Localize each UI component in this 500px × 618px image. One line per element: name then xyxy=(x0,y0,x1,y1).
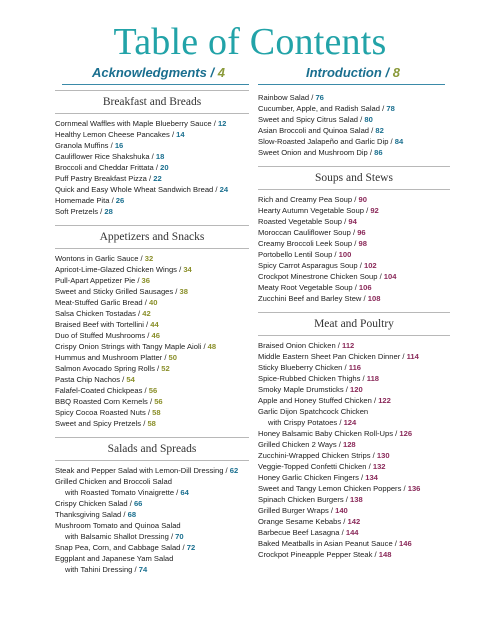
entry-title: Eggplant and Japanese Yam Salad xyxy=(55,554,174,563)
entry-title: BBQ Roasted Corn Kernels xyxy=(55,397,148,406)
entry-page: 26 xyxy=(115,196,125,205)
entry-page: 46 xyxy=(151,331,160,340)
toc-entry[interactable]: Duo of Stuffed Mushrooms / 46 xyxy=(55,331,160,340)
toc-entry[interactable]: Apple and Honey Stuffed Chicken / 122 xyxy=(258,396,391,405)
entry-title: Grilled Chicken 2 Ways xyxy=(258,440,337,449)
entry-page: 32 xyxy=(144,254,154,263)
entry-title: Rainbow Salad xyxy=(258,93,310,102)
toc-entry[interactable]: Sweet and Spicy Citrus Salad / 80 xyxy=(258,115,373,124)
entry-title: Hummus and Mushroom Platter xyxy=(55,353,163,362)
toc-entry[interactable]: Spicy Carrot Asparagus Soup / 102 xyxy=(258,261,377,270)
toc-entry[interactable]: Asian Broccoli and Quinoa Salad / 82 xyxy=(258,126,384,135)
toc-entry[interactable]: Barbecue Beef Lasagna / 144 xyxy=(258,528,359,537)
entry-page: 74 xyxy=(138,565,148,574)
entry-page: 104 xyxy=(383,272,397,281)
toc-entry[interactable]: Hearty Autumn Vegetable Soup / 92 xyxy=(258,206,379,215)
entry-subtitle: with Crispy Potatoes xyxy=(268,418,338,427)
entry-page: 146 xyxy=(399,539,412,548)
left-column xyxy=(55,90,249,575)
toc-entry[interactable]: Crockpot Minestrone Chicken Soup / 104 xyxy=(258,272,397,281)
toc-entry[interactable] xyxy=(55,476,249,487)
section-heading: Soups and Stews xyxy=(258,166,450,190)
entry-title: Cauliflower Rice Shakshuka xyxy=(55,152,150,161)
entry-title: Sweet and Spicy Citrus Salad xyxy=(258,115,359,124)
entry-title: Wontons in Garlic Sauce xyxy=(55,254,139,263)
entry-title: Snap Pea, Corn, and Cabbage Salad xyxy=(55,543,181,552)
introduction-label: Introduction xyxy=(306,65,382,80)
toc-entry[interactable]: Sweet Onion and Mushroom Dip / 86 xyxy=(258,148,383,157)
entry-page: 86 xyxy=(374,148,383,157)
entry-page: 124 xyxy=(343,418,357,427)
entry-page: 40 xyxy=(149,298,158,307)
entry-title: Grilled Burger Wraps xyxy=(258,506,329,515)
entry-page: 28 xyxy=(104,207,113,216)
entry-subtitle: with Roasted Tomato Vinaigrette xyxy=(65,488,175,497)
entry-page: 92 xyxy=(370,206,379,215)
entry-title: Apricot-Lime-Glazed Chicken Wings xyxy=(55,265,177,274)
entry-page: 66 xyxy=(133,499,143,508)
toc-entry[interactable]: Orange Sesame Kebabs / 142 xyxy=(258,517,361,526)
toc-entry[interactable]: Snap Pea, Corn, and Cabbage Salad / 72 xyxy=(55,543,196,552)
toc-entry[interactable]: Crispy Onion Strings with Tangy Maple Aioli / 48 xyxy=(55,342,217,351)
entry-title: Salmon Avocado Spring Rolls xyxy=(55,364,155,373)
entry-title: Pasta Chip Nachos xyxy=(55,375,121,384)
toc-entry[interactable]: Spinach Chicken Burgers / 138 xyxy=(258,495,363,504)
entry-title: Smoky Maple Drumsticks xyxy=(258,385,344,394)
entry-page: 116 xyxy=(348,363,362,372)
entry-page: 106 xyxy=(358,283,372,292)
entry-title: Spice-Rubbed Chicken Thighs xyxy=(258,374,361,383)
section-heading: Meat and Poultry xyxy=(258,312,450,336)
section-heading: Breakfast and Breads xyxy=(55,90,249,114)
entry-page: 90 xyxy=(358,195,367,204)
toc-entry[interactable]: Spicy Cocoa Roasted Nuts / 58 xyxy=(55,408,161,417)
entry-page: 98 xyxy=(358,239,367,248)
entry-title: Quick and Easy Whole Wheat Sandwich Bread xyxy=(55,185,214,194)
toc-entry[interactable]: Meat-Stuffed Garlic Bread / 40 xyxy=(55,298,158,307)
toc-entry[interactable] xyxy=(55,553,249,564)
entry-page: 96 xyxy=(357,228,366,237)
toc-entry-continued[interactable]: with Roasted Tomato Vinaigrette / 64 xyxy=(65,488,189,497)
entry-page: 68 xyxy=(127,510,137,519)
entry-page: 54 xyxy=(126,375,135,384)
introduction-link[interactable]: Introduction / 8 xyxy=(306,65,400,80)
entry-page: 132 xyxy=(372,462,386,471)
entry-page: 78 xyxy=(386,104,395,113)
entry-page: 56 xyxy=(148,386,158,395)
acknowledgments-link[interactable]: Acknowledgments / 4 xyxy=(92,65,225,80)
toc-entry[interactable]: Grilled Burger Wraps / 140 xyxy=(258,506,348,515)
entry-page: 120 xyxy=(350,385,363,394)
entry-title: Honey Garlic Chicken Fingers xyxy=(258,473,359,482)
entry-title: Apple and Honey Stuffed Chicken xyxy=(258,396,372,405)
introduction-page: 8 xyxy=(392,65,400,80)
entry-title: Spinach Chicken Burgers xyxy=(258,495,344,504)
entry-page: 38 xyxy=(179,287,188,296)
entry-title: Grilled Chicken and Broccoli Salad xyxy=(55,477,172,486)
entry-title: Soft Pretzels xyxy=(55,207,99,216)
section-heading: Salads and Spreads xyxy=(55,437,249,461)
toc-entry[interactable]: Salmon Avocado Spring Rolls / 52 xyxy=(55,364,170,373)
entry-title: Steak and Pepper Salad with Lemon-Dill Dressing xyxy=(55,466,224,475)
toc-entry[interactable]: Broccoli and Cheddar Frittata / 20 xyxy=(55,163,169,172)
toc-entry[interactable]: Pasta Chip Nachos / 54 xyxy=(55,375,135,384)
entry-page: 64 xyxy=(180,488,189,497)
toc-entry[interactable]: BBQ Roasted Corn Kernels / 56 xyxy=(55,397,163,406)
toc-entry[interactable]: Cauliflower Rice Shakshuka / 18 xyxy=(55,152,165,161)
entry-page: 18 xyxy=(155,152,165,161)
entry-title: Homemade Pita xyxy=(55,196,110,205)
entry-title: Spicy Carrot Asparagus Soup xyxy=(258,261,358,270)
toc-entry[interactable]: Steak and Pepper Salad with Lemon-Dill Dressing / 62 xyxy=(55,466,239,475)
toc-entry[interactable]: Thanksgiving Salad / 68 xyxy=(55,510,137,519)
toc-entry[interactable]: Sweet and Tangy Lemon Chicken Poppers / 136 xyxy=(258,484,421,493)
entry-title: Cucumber, Apple, and Radish Salad xyxy=(258,104,380,113)
entry-page: 82 xyxy=(375,126,384,135)
entry-page: 140 xyxy=(335,506,348,515)
toc-entry[interactable]: Hummus and Mushroom Platter / 50 xyxy=(55,353,177,362)
entry-page: 136 xyxy=(407,484,421,493)
entry-page: 138 xyxy=(350,495,363,504)
toc-entry[interactable] xyxy=(55,520,249,531)
toc-entry[interactable]: Braised Onion Chicken / 112 xyxy=(258,341,355,350)
entry-page: 130 xyxy=(376,451,390,460)
entry-title: Crockpot Pineapple Pepper Steak xyxy=(258,550,373,559)
toc-entry[interactable]: Soft Pretzels / 28 xyxy=(55,207,113,216)
toc-entry[interactable]: Wontons in Garlic Sauce / 32 xyxy=(55,254,154,263)
entry-title: Mushroom Tomato and Quinoa Salad xyxy=(55,521,181,530)
entry-title: Creamy Broccoli Leek Soup xyxy=(258,239,353,248)
entry-page: 94 xyxy=(348,217,357,226)
toc-entry-continued[interactable]: with Crispy Potatoes / 124 xyxy=(268,418,357,427)
toc-entry[interactable]: Homemade Pita / 26 xyxy=(55,196,125,205)
entry-title: Slow-Roasted Jalapeño and Garlic Dip xyxy=(258,137,389,146)
toc-entry[interactable]: Sticky Blueberry Chicken / 116 xyxy=(258,363,362,372)
entry-page: 108 xyxy=(367,294,381,303)
toc-entry[interactable]: Rich and Creamy Pea Soup / 90 xyxy=(258,195,367,204)
toc-entry[interactable]: Falafel-Coated Chickpeas / 56 xyxy=(55,386,158,395)
section-salads xyxy=(55,437,249,575)
entry-title: Meaty Root Vegetable Soup xyxy=(258,283,353,292)
toc-entry[interactable]: Honey Balsamic Baby Chicken Roll-Ups / 126 xyxy=(258,429,413,438)
acknowledgments-page: 4 xyxy=(217,65,225,80)
entry-page: 44 xyxy=(150,320,159,329)
entry-title: Barbecue Beef Lasagna xyxy=(258,528,340,537)
toc-entry[interactable]: Spice-Rubbed Chicken Thighs / 118 xyxy=(258,374,380,383)
toc-entry[interactable]: Roasted Vegetable Soup / 94 xyxy=(258,217,357,226)
entry-page: 34 xyxy=(183,265,192,274)
section-soups xyxy=(258,166,450,304)
entry-page: 142 xyxy=(347,517,361,526)
entry-title: Zucchini Beef and Barley Stew xyxy=(258,294,362,303)
entry-page: 58 xyxy=(147,419,156,428)
entry-page: 112 xyxy=(342,341,355,350)
toc-entry[interactable]: Meaty Root Vegetable Soup / 106 xyxy=(258,283,372,292)
section-breakfast xyxy=(55,90,249,217)
entry-title: Sweet Onion and Mushroom Dip xyxy=(258,148,368,157)
entry-title: Crispy Onion Strings with Tangy Maple Aioli xyxy=(55,342,202,351)
entry-page: 16 xyxy=(114,141,124,150)
toc-entry[interactable]: Sweet and Spicy Pretzels / 58 xyxy=(55,419,156,428)
acknowledgments-label: Acknowledgments xyxy=(92,65,207,80)
entry-title: Moroccan Cauliflower Soup xyxy=(258,228,351,237)
entry-title: Granola Muffins xyxy=(55,141,109,150)
entry-page: 126 xyxy=(399,429,413,438)
entry-title: Puff Pastry Breakfast Pizza xyxy=(55,174,147,183)
entry-page: 122 xyxy=(378,396,391,405)
toc-entry[interactable]: Braised Beef with Tortellini / 44 xyxy=(55,320,159,329)
entry-title: Spicy Cocoa Roasted Nuts xyxy=(55,408,146,417)
entry-title: Crockpot Minestrone Chicken Soup xyxy=(258,272,378,281)
toc-entry[interactable]: Zucchini-Wrapped Chicken Strips / 130 xyxy=(258,451,390,460)
entry-title: Portobello Lentil Soup xyxy=(258,250,333,259)
entry-page: 148 xyxy=(378,550,392,559)
toc-entry[interactable]: Smoky Maple Drumsticks / 120 xyxy=(258,385,363,394)
entry-title: Garlic Dijon Spatchcock Chicken xyxy=(258,407,369,416)
toc-entry[interactable]: Crockpot Pineapple Pepper Steak / 148 xyxy=(258,550,392,559)
entry-title: Hearty Autumn Vegetable Soup xyxy=(258,206,364,215)
entry-title: Healthy Lemon Cheese Pancakes xyxy=(55,130,170,139)
section-heading: Appetizers and Snacks xyxy=(55,225,249,249)
entry-page: 50 xyxy=(168,353,177,362)
entry-page: 100 xyxy=(338,250,352,259)
toc-entry[interactable]: Apricot-Lime-Glazed Chicken Wings / 34 xyxy=(55,265,192,274)
divider-right xyxy=(258,84,445,85)
toc-entry[interactable]: Pull-Apart Appetizer Pie / 36 xyxy=(55,276,150,285)
entry-page: 72 xyxy=(186,543,196,552)
entry-title: Middle Eastern Sheet Pan Chicken Dinner xyxy=(258,352,401,361)
entry-page: 128 xyxy=(342,440,356,449)
entry-page: 36 xyxy=(141,276,150,285)
toc-entry[interactable]: Slow-Roasted Jalapeño and Garlic Dip / 84 xyxy=(258,137,404,146)
entry-title: Meat-Stuffed Garlic Bread xyxy=(55,298,143,307)
entry-title: Falafel-Coated Chickpeas xyxy=(55,386,143,395)
toc-entry[interactable]: Cucumber, Apple, and Radish Salad / 78 xyxy=(258,104,395,113)
section-meat xyxy=(258,312,450,560)
toc-entry[interactable] xyxy=(258,406,450,417)
entry-title: Zucchini-Wrapped Chicken Strips xyxy=(258,451,371,460)
entry-page: 56 xyxy=(154,397,163,406)
toc-entry[interactable]: Cornmeal Waffles with Maple Blueberry Sauce / 12 xyxy=(55,119,227,128)
toc-entry[interactable]: Zucchini Beef and Barley Stew / 108 xyxy=(258,294,381,303)
entry-title: Honey Balsamic Baby Chicken Roll-Ups xyxy=(258,429,394,438)
entry-page: 76 xyxy=(315,93,324,102)
entry-page: 102 xyxy=(363,261,377,270)
toc-entry[interactable]: Creamy Broccoli Leek Soup / 98 xyxy=(258,239,367,248)
entry-page: 22 xyxy=(153,174,162,183)
entry-page: 42 xyxy=(142,309,151,318)
entry-subtitle: with Tahini Dressing xyxy=(65,565,133,574)
entry-page: 12 xyxy=(217,119,227,128)
entry-title: Cornmeal Waffles with Maple Blueberry Sauce xyxy=(55,119,212,128)
toc-entry[interactable]: Baked Meatballs in Asian Peanut Sauce / 146 xyxy=(258,539,412,548)
entry-title: Pull-Apart Appetizer Pie xyxy=(55,276,136,285)
toc-entry[interactable]: Middle Eastern Sheet Pan Chicken Dinner / 114 xyxy=(258,352,419,361)
entry-page: 14 xyxy=(176,130,185,139)
entry-page: 20 xyxy=(160,163,169,172)
toc-entry-continued[interactable]: with Balsamic Shallot Dressing / 70 xyxy=(65,532,184,541)
entry-title: Thanksgiving Salad xyxy=(55,510,122,519)
toc-entry[interactable]: Grilled Chicken 2 Ways / 128 xyxy=(258,440,356,449)
entry-title: Braised Beef with Tortellini xyxy=(55,320,144,329)
entry-page: 24 xyxy=(219,185,229,194)
entry-title: Rich and Creamy Pea Soup xyxy=(258,195,353,204)
entry-page: 134 xyxy=(365,473,378,482)
entry-title: Broccoli and Cheddar Frittata xyxy=(55,163,154,172)
toc-entry[interactable]: Veggie-Topped Confetti Chicken / 132 xyxy=(258,462,386,471)
entry-title: Asian Broccoli and Quinoa Salad xyxy=(258,126,370,135)
page-title: Table of Contents xyxy=(113,21,387,63)
entry-title: Baked Meatballs in Asian Peanut Sauce xyxy=(258,539,393,548)
right-column xyxy=(258,92,450,560)
entry-page: 84 xyxy=(394,137,404,146)
entry-page: 62 xyxy=(229,466,239,475)
entry-title: Braised Onion Chicken xyxy=(258,341,336,350)
toc-entry-continued[interactable]: with Tahini Dressing / 74 xyxy=(65,565,148,574)
toc-entry[interactable]: Crispy Chicken Salad / 66 xyxy=(55,499,143,508)
entry-title: Sweet and Tangy Lemon Chicken Poppers xyxy=(258,484,402,493)
entry-title: Crispy Chicken Salad xyxy=(55,499,128,508)
entry-title: Duo of Stuffed Mushrooms xyxy=(55,331,146,340)
entry-subtitle: with Balsamic Shallot Dressing xyxy=(65,532,169,541)
entry-page: 80 xyxy=(364,115,373,124)
toc-entry[interactable]: Puff Pastry Breakfast Pizza / 22 xyxy=(55,174,162,183)
toc-entry[interactable]: Sweet and Sticky Grilled Sausages / 38 xyxy=(55,287,188,296)
toc-entry[interactable]: Moroccan Cauliflower Soup / 96 xyxy=(258,228,366,237)
toc-entry[interactable]: Granola Muffins / 16 xyxy=(55,141,124,150)
entry-title: Salsa Chicken Tostadas xyxy=(55,309,136,318)
entry-title: Orange Sesame Kebabs xyxy=(258,517,342,526)
entry-page: 48 xyxy=(207,342,217,351)
entry-page: 52 xyxy=(161,364,170,373)
entry-title: Sweet and Sticky Grilled Sausages xyxy=(55,287,174,296)
toc-entry[interactable]: Healthy Lemon Cheese Pancakes / 14 xyxy=(55,130,185,139)
entry-page: 58 xyxy=(152,408,161,417)
section-appetizers xyxy=(55,225,249,429)
entry-title: Sticky Blueberry Chicken xyxy=(258,363,343,372)
divider-left xyxy=(62,84,249,85)
entry-page: 144 xyxy=(345,528,359,537)
entry-page: 118 xyxy=(366,374,380,383)
entry-title: Veggie-Topped Confetti Chicken xyxy=(258,462,367,471)
toc-entry[interactable]: Salsa Chicken Tostadas / 42 xyxy=(55,309,151,318)
entry-title: Roasted Vegetable Soup xyxy=(258,217,343,226)
toc-entry[interactable]: Rainbow Salad / 76 xyxy=(258,93,324,102)
toc-entry[interactable]: Portobello Lentil Soup / 100 xyxy=(258,250,352,259)
toc-entry[interactable]: Quick and Easy Whole Wheat Sandwich Bread / 24 xyxy=(55,185,229,194)
entry-page: 114 xyxy=(406,352,419,361)
entry-page: 70 xyxy=(175,532,184,541)
toc-entry[interactable]: Honey Garlic Chicken Fingers / 134 xyxy=(258,473,378,482)
entry-title: Sweet and Spicy Pretzels xyxy=(55,419,142,428)
